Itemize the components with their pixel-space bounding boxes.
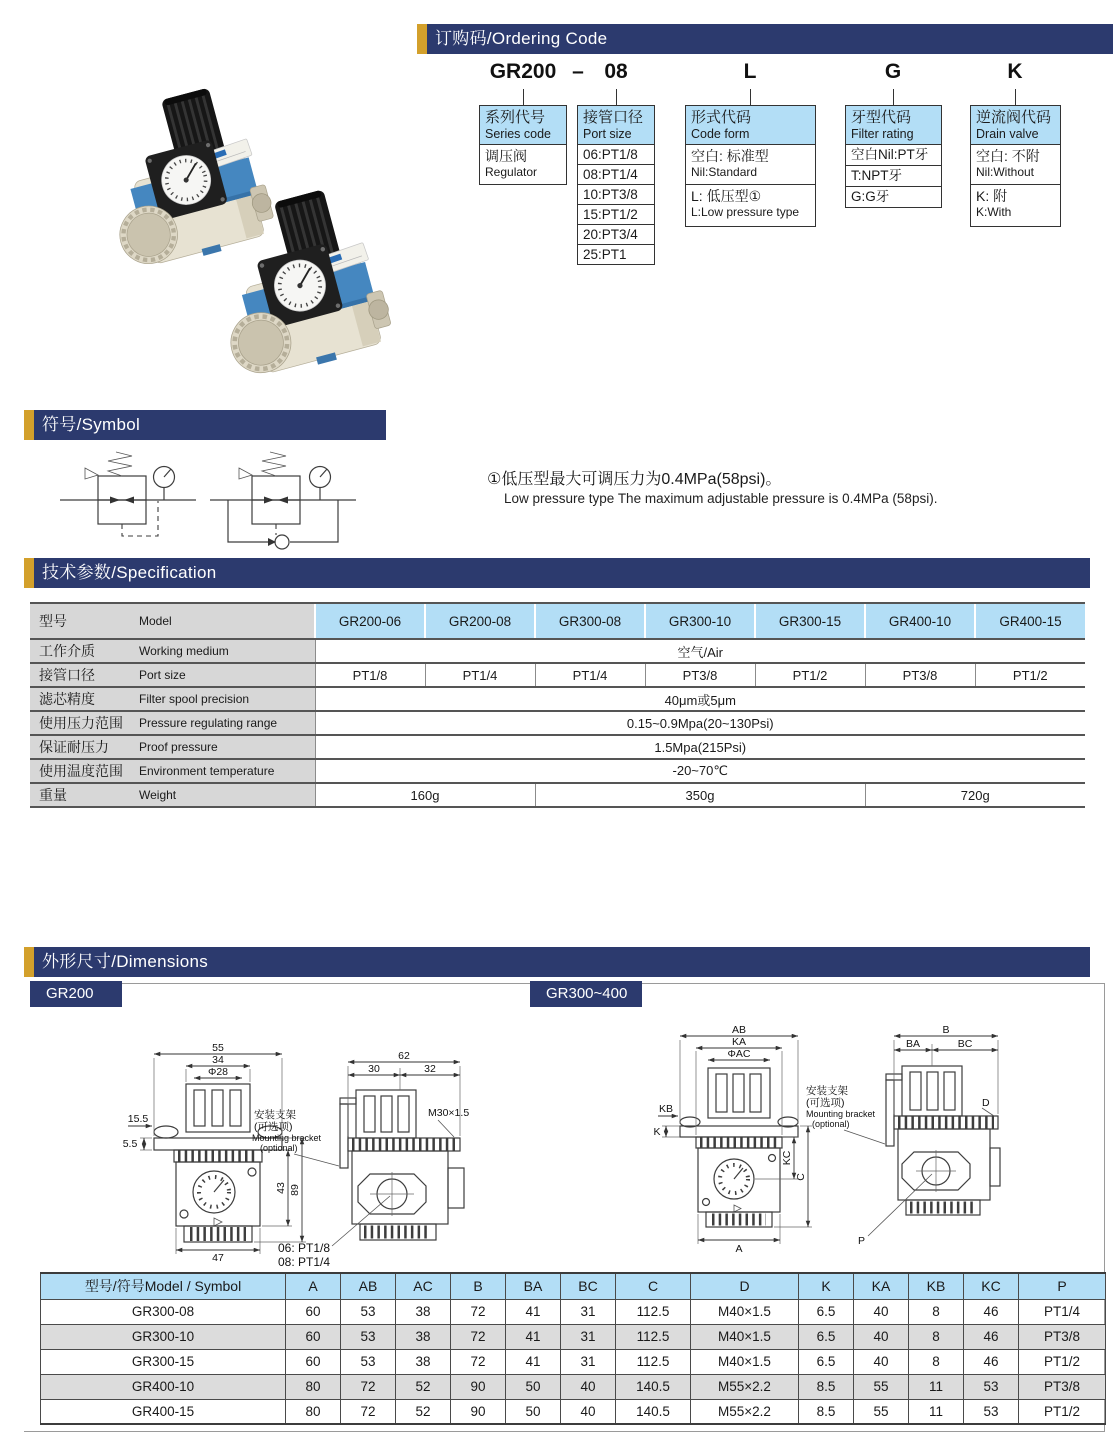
section-bar-dims [24, 947, 1090, 977]
svg-text:ΦAC: ΦAC [727, 1048, 751, 1060]
svg-text:B: B [942, 1024, 950, 1036]
svg-text:32: 32 [424, 1063, 436, 1075]
drawing-gr300-front [652, 1022, 822, 1260]
svg-text:Mounting bracket: Mounting bracket [806, 1109, 876, 1119]
spec-label-cn: 型号 [30, 603, 130, 639]
column-header: 接管口径 Port size [577, 105, 655, 145]
spec-label-en: Model [130, 603, 315, 639]
spec-row-temp: 使用温度范围 Environment temperature -20~70℃ [30, 759, 1085, 783]
svg-text:P: P [858, 1235, 866, 1247]
svg-text:(optional): (optional) [260, 1143, 298, 1153]
gr300-side-outline [886, 1066, 1000, 1215]
svg-text:47: 47 [212, 1252, 224, 1262]
column-header [479, 105, 567, 145]
thread-option: G:G牙 [845, 187, 942, 208]
svg-text:安装支架: 安装支架 [254, 1109, 296, 1121]
header-en: Series code [485, 127, 552, 141]
model-header: GR200-06 [315, 603, 425, 639]
regulator-photo-small [88, 80, 280, 276]
dim-column-header: K [799, 1273, 854, 1299]
svg-text:62: 62 [398, 1050, 410, 1062]
port-option: 15:PT1/2 [577, 205, 655, 225]
thread-option: 空白Nil:PT牙 [845, 145, 942, 166]
port-option: 20:PT3/4 [577, 225, 655, 245]
code-connector [616, 89, 617, 105]
svg-text:安装支架: 安装支架 [806, 1085, 848, 1097]
dimension-table-row: GR400-15 80 72 52 90 50 40 140.5 M55×2.2 8.5 55 11 53 PT1/2 [41, 1399, 1106, 1424]
svg-text:KB: KB [658, 1103, 674, 1115]
svg-text:43: 43 [275, 1182, 287, 1194]
pneumatic-symbol-standard [58, 450, 198, 542]
model-header: GR300-10 [645, 603, 755, 639]
form-option: L: 低压型① L:Low pressure type [685, 185, 816, 227]
dim-column-header: D [691, 1273, 799, 1299]
svg-text:D: D [982, 1097, 990, 1109]
order-code-series: GR200 [489, 60, 557, 83]
drawing-gr300-side [806, 1022, 1001, 1260]
spec-header-row [30, 603, 1085, 639]
header-cn: 系列代号 [485, 109, 546, 126]
spec-row-proof: 保证耐压力 Proof pressure 1.5Mpa(215Psi) [30, 735, 1085, 759]
low-pressure-note-en: Low pressure type The maximum adjustable pressure is 0.4MPa (58psi). [504, 491, 938, 506]
ordering-column-series [479, 105, 567, 185]
dim-model: GR400-15 [41, 1399, 286, 1424]
model-header: GR300-08 [535, 603, 645, 639]
order-code-thread: G [884, 60, 902, 83]
model-header: GR400-15 [975, 603, 1085, 639]
product-photos [40, 38, 470, 406]
badge-gr200: GR200 [30, 981, 122, 1007]
gr300-side-dimensions [806, 1024, 998, 1247]
column-header: 逆流阀代码 Drain valve [970, 105, 1061, 145]
spec-table [30, 602, 1085, 808]
svg-text:5.5: 5.5 [122, 1138, 138, 1150]
form-option: 空白: 标准型 Nil:Standard [685, 145, 816, 185]
gr300-front-outline [680, 1068, 798, 1227]
gold-accent [24, 947, 34, 977]
svg-text:06: PT1/8: 06: PT1/8 [278, 1241, 331, 1255]
badge-gr300-400: GR300~400 [530, 981, 642, 1007]
dim-column-header: BA [506, 1273, 561, 1299]
series-value: 调压阀 Regulator [479, 145, 567, 185]
section-bar-ordering [417, 24, 1113, 54]
thread-option: T:NPT牙 [845, 166, 942, 187]
drawing-gr200-side [252, 1046, 492, 1270]
dim-column-header: P [1019, 1273, 1106, 1299]
svg-text:KC: KC [781, 1150, 793, 1166]
svg-text:BC: BC [957, 1038, 973, 1050]
dim-column-header: KA [854, 1273, 909, 1299]
ordering-column-form [685, 105, 816, 227]
model-header: GR200-08 [425, 603, 535, 639]
gold-accent [24, 558, 34, 588]
gold-accent [24, 410, 34, 440]
svg-text:55: 55 [212, 1042, 224, 1054]
column-header: 形式代码 Code form [685, 105, 816, 145]
svg-text:A: A [735, 1243, 743, 1255]
port-option: 06:PT1/8 [577, 145, 655, 165]
pneumatic-symbol-with-drain [208, 450, 358, 552]
order-code-form: L [743, 60, 757, 83]
dim-model: GR300-08 [41, 1299, 286, 1324]
dimension-table-row: GR400-10 80 72 52 90 50 40 140.5 M55×2.2 8.5 55 11 53 PT3/8 [41, 1374, 1106, 1399]
svg-text:M30×1.5: M30×1.5 [428, 1107, 470, 1119]
code-connector [1015, 89, 1016, 105]
svg-text:15.5: 15.5 [127, 1113, 149, 1125]
code-connector [893, 89, 894, 105]
dimension-table-row: GR300-15 60 53 38 72 41 31 112.5 M40×1.5 6.5 40 8 46 PT1/2 [41, 1349, 1106, 1374]
dim-column-header: C [616, 1273, 691, 1299]
drain-option: K: 附 K:With [970, 185, 1061, 227]
port-option: 25:PT1 [577, 245, 655, 265]
svg-text:08: PT1/4: 08: PT1/4 [278, 1255, 331, 1269]
dim-column-header: B [451, 1273, 506, 1299]
ordering-column-drain [970, 105, 1061, 227]
svg-text:(可选项): (可选项) [806, 1097, 845, 1109]
dim-column-header: 型号/符号Model / Symbol [41, 1273, 286, 1299]
dimension-table-row: GR300-10 60 53 38 72 41 31 112.5 M40×1.5 6.5 40 8 46 PT3/8 [41, 1324, 1106, 1349]
dim-column-header: KB [909, 1273, 964, 1299]
svg-text:Mounting bracket: Mounting bracket [252, 1133, 322, 1143]
code-connector [750, 89, 751, 105]
svg-text:34: 34 [212, 1054, 224, 1066]
svg-text:Φ28: Φ28 [207, 1066, 229, 1078]
section-bar-spec [24, 558, 1090, 588]
dimension-table-header-row [41, 1273, 1106, 1299]
svg-text:89: 89 [289, 1184, 301, 1196]
section-title-ordering: 订购码/Ordering Code [435, 29, 608, 48]
spec-row-filter: 滤芯精度 Filter spool precision 40μm或5μm [30, 687, 1085, 711]
spec-row-port: 接管口径 Port size PT1/8 PT1/4 PT1/4 PT3/8 PT1/2 PT3/8 PT1/2 [30, 663, 1085, 687]
dim-model: GR400-10 [41, 1374, 286, 1399]
section-bar-symbol [24, 410, 386, 440]
svg-text:AB: AB [731, 1024, 747, 1036]
svg-text:BA: BA [905, 1038, 921, 1050]
dimension-table [40, 1272, 1106, 1425]
svg-text:(optional): (optional) [812, 1119, 850, 1129]
section-title-spec: 技术参数/Specification [42, 563, 217, 582]
dim-model: GR300-10 [41, 1324, 286, 1349]
svg-text:C: C [795, 1173, 807, 1181]
section-title-dims: 外形尺寸/Dimensions [42, 952, 209, 971]
low-pressure-note-cn: ①低压型最大可调压力为0.4MPa(58psi)。 [487, 471, 782, 488]
dimension-table-row: GR300-08 60 53 38 72 41 31 112.5 M40×1.5 6.5 40 8 46 PT1/4 [41, 1299, 1106, 1324]
ordering-column-port [577, 105, 655, 265]
gold-accent [417, 24, 427, 54]
dim-column-header: AC [396, 1273, 451, 1299]
dim-model: GR300-15 [41, 1349, 286, 1374]
gr200-side-dimensions [252, 1050, 469, 1269]
svg-text:(可选项): (可选项) [254, 1121, 293, 1133]
spec-row-range: 使用压力范围 Pressure regulating range 0.15~0.9Mpa(20~130Psi) [30, 711, 1085, 735]
order-code-drain: K [1007, 60, 1023, 83]
code-connector [523, 89, 524, 105]
order-code-port: 08 [604, 60, 628, 83]
dims-frame-bottom [24, 1431, 1105, 1432]
drain-option: 空白: 不附 Nil:Without [970, 145, 1061, 185]
svg-text:30: 30 [368, 1063, 380, 1075]
port-option: 08:PT1/4 [577, 165, 655, 185]
model-header: GR300-15 [755, 603, 865, 639]
section-title-symbol: 符号/Symbol [42, 415, 141, 434]
ordering-column-thread [845, 105, 942, 208]
dim-column-header: AB [341, 1273, 396, 1299]
order-code-dash: – [572, 60, 584, 83]
model-header: GR400-10 [865, 603, 975, 639]
port-option: 10:PT3/8 [577, 185, 655, 205]
dim-column-header: KC [964, 1273, 1019, 1299]
dim-column-header: BC [561, 1273, 616, 1299]
dim-column-header: A [286, 1273, 341, 1299]
column-header: 牙型代码 Filter rating [845, 105, 942, 145]
svg-text:KA: KA [731, 1036, 747, 1048]
spec-row-weight: 重量 Weight 160g 350g 720g [30, 783, 1085, 807]
spec-row-medium: 工作介质 Working medium 空气/Air [30, 639, 1085, 663]
svg-text:K: K [653, 1126, 661, 1138]
